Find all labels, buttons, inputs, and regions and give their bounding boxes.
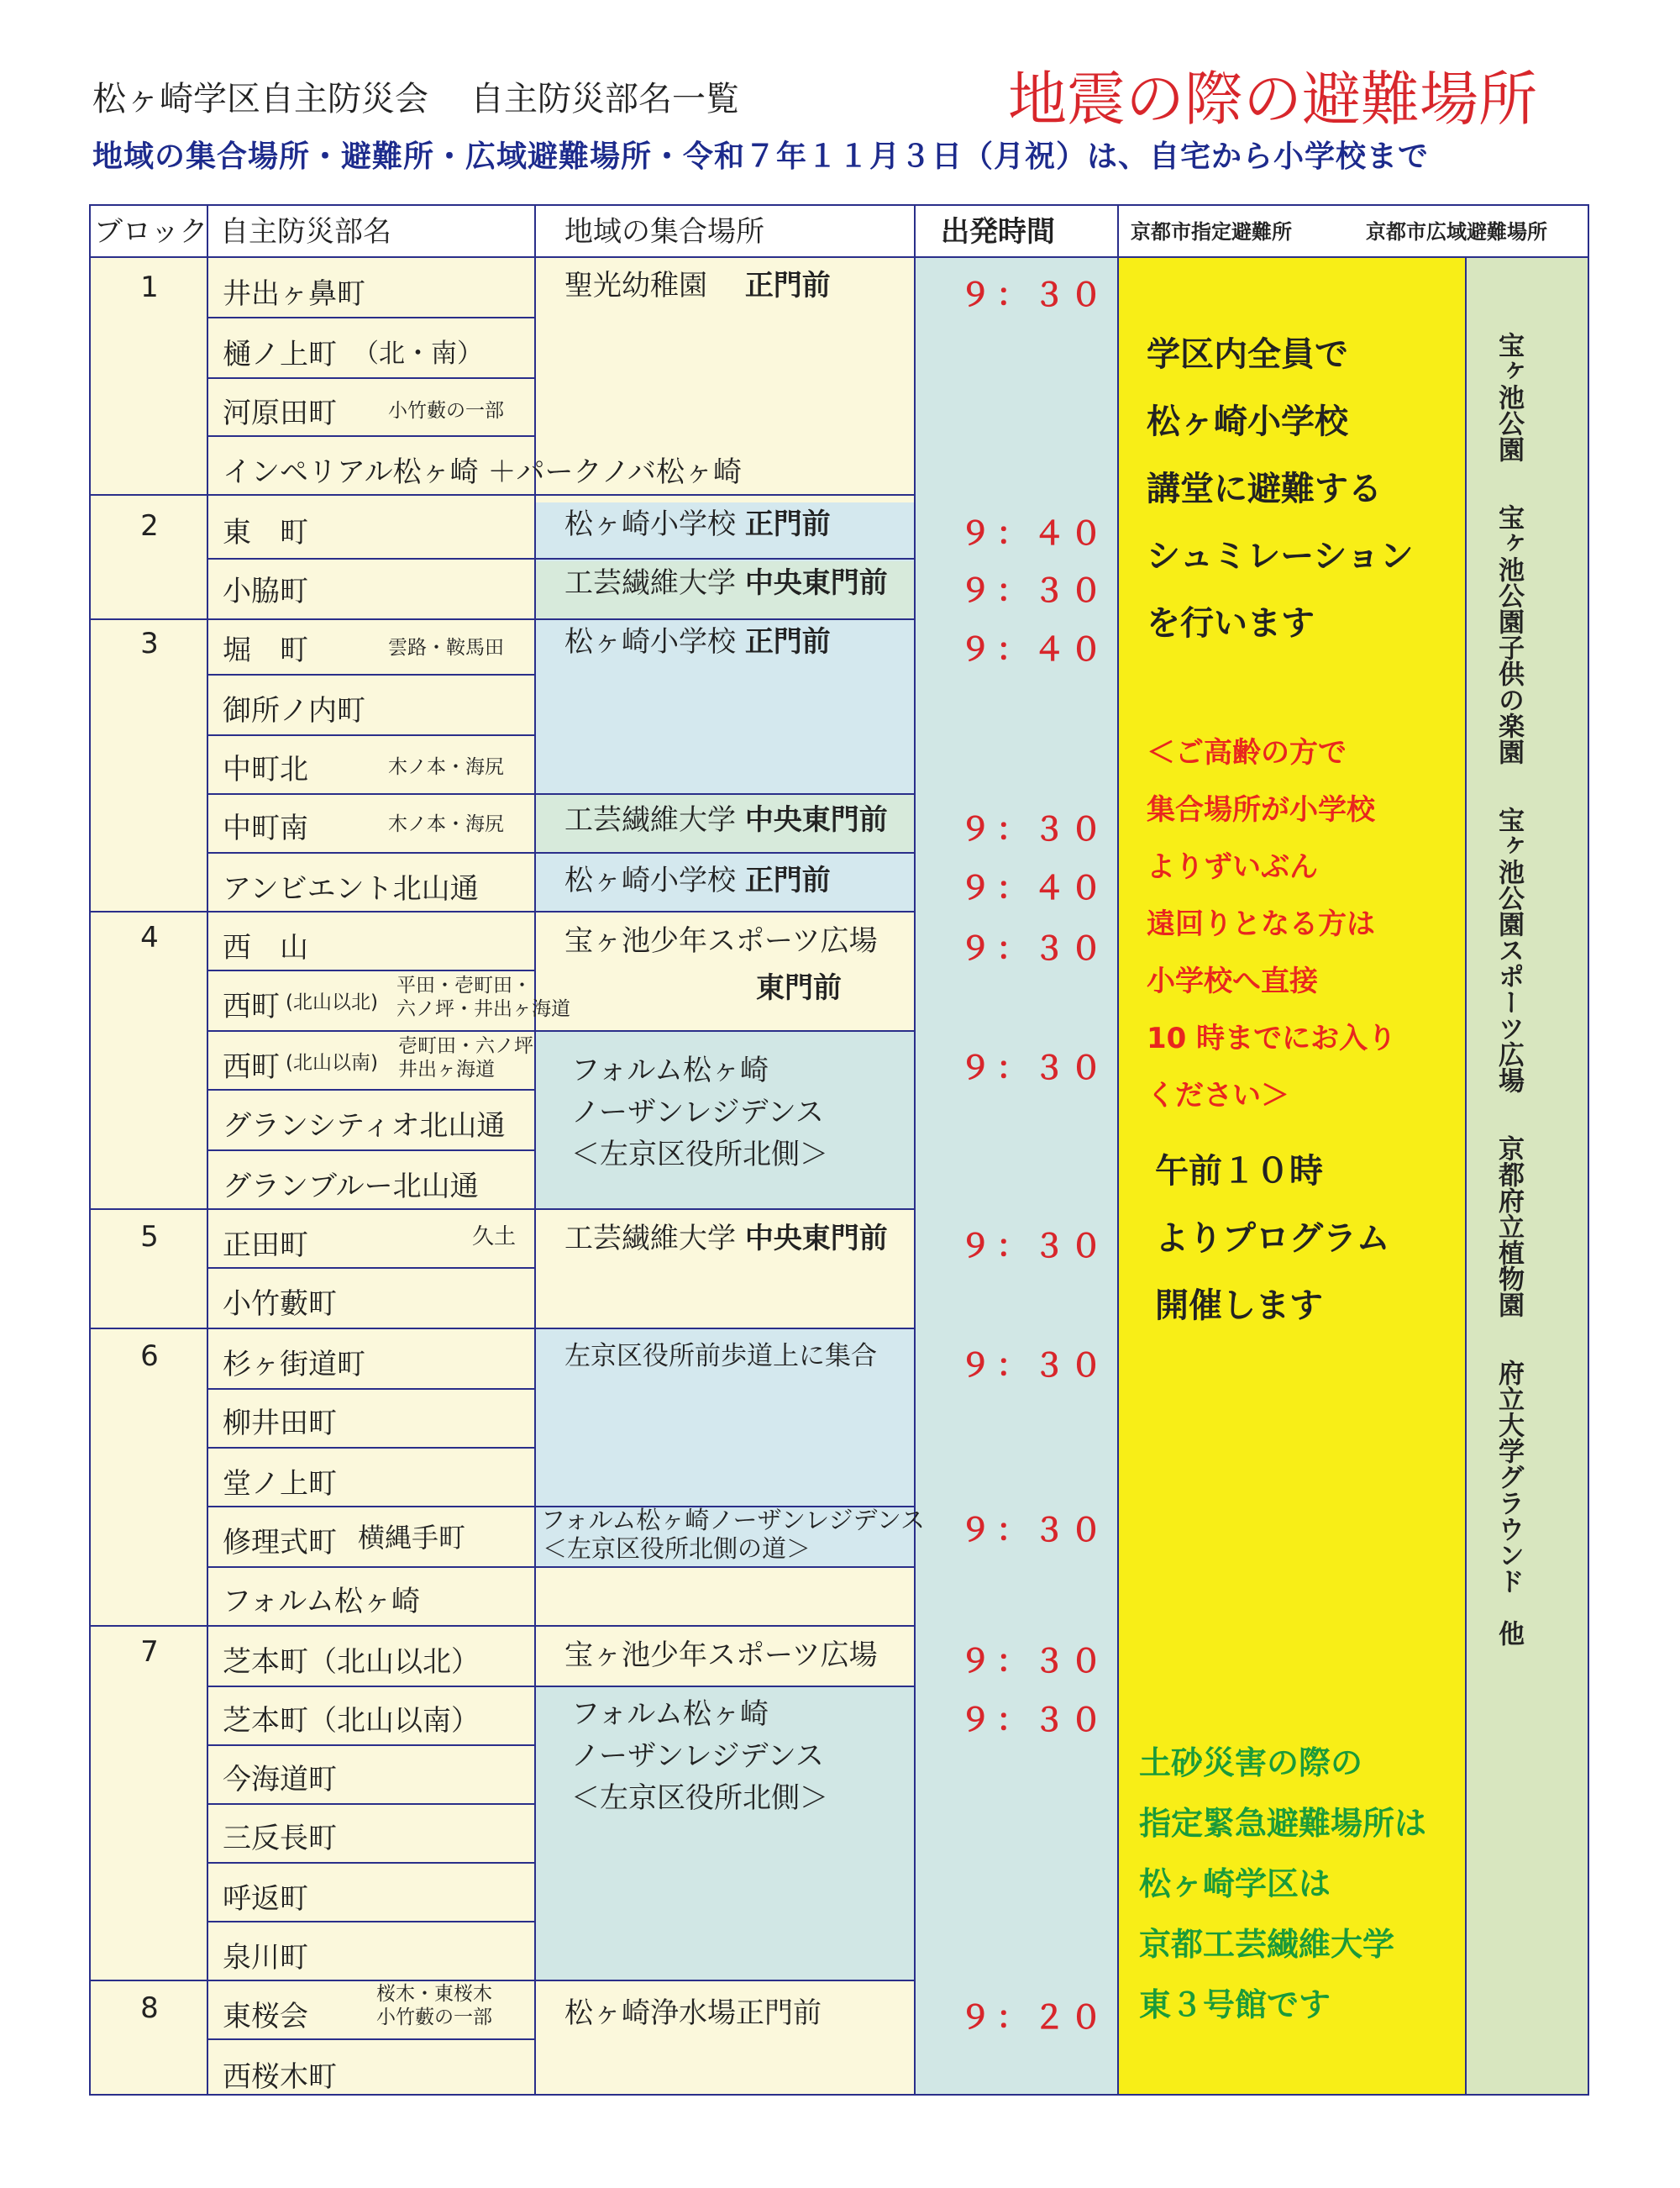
district-name: 西町: [223, 1050, 280, 1084]
district-note: 小竹藪の一部: [388, 400, 504, 422]
elderly-notice-line: よりずいぶん: [1147, 850, 1318, 884]
col-header-wide: 京都市広域避難場所: [1366, 220, 1547, 244]
meeting-place-name: 松ヶ崎小学校: [564, 864, 736, 897]
row-sep: [208, 1030, 536, 1032]
col-header-name: 自主防災部名: [220, 215, 391, 249]
meeting-place: 松ヶ崎浄水場正門前: [564, 1996, 822, 2030]
district-note: 壱町田・六ノ坪: [398, 1035, 533, 1057]
meeting-place: フォルム松ヶ崎ノーザンレジデンス: [541, 1506, 926, 1534]
meeting-gate: 正門前: [744, 625, 831, 659]
landslide-notice-line: 松ヶ崎学区は: [1139, 1865, 1331, 1902]
district-note: 六ノ坪・井出ヶ海道: [396, 998, 570, 1020]
row-sep: [208, 377, 536, 379]
departure-time: ９：３０: [958, 1347, 1107, 1384]
district-name: 三反長町: [223, 1822, 337, 1855]
meeting-place: [564, 266, 831, 307]
program-line: よりプログラム: [1155, 1219, 1390, 1258]
district-name: 杉ヶ街道町: [223, 1348, 365, 1381]
meeting-gate: 正門前: [744, 269, 831, 302]
block-number: 1: [140, 271, 159, 304]
block-number: 2: [140, 509, 159, 543]
district-name: グランシティオ北山通: [223, 1109, 506, 1143]
wide-area-item: 宝ヶ池公園スポーツ広場: [1494, 807, 1524, 1093]
program-line: 午前１０時: [1155, 1152, 1323, 1191]
meeting-sep: [536, 1566, 916, 1568]
district-tag: (北山以南): [286, 1052, 378, 1074]
district-name: 西桜木町: [223, 2060, 337, 2094]
wide-area-item: 府立大学グラウンド 他: [1494, 1360, 1524, 1646]
departure-time: ９：３０: [958, 1643, 1107, 1680]
meeting-place-name: 工芸繊維大学: [564, 803, 736, 837]
row-sep: [208, 558, 536, 560]
block-number: 7: [140, 1635, 159, 1669]
meeting-place-name: 聖光幼稚園: [564, 269, 707, 302]
meeting-sep: [536, 558, 916, 560]
row-sep: [208, 970, 536, 971]
elderly-notice-line: 遠回りとなる方は: [1147, 907, 1375, 941]
meeting-place: ノーザンレジデンス: [571, 1096, 824, 1129]
landslide-notice-line: 東３号館です: [1139, 1986, 1331, 2023]
meeting-gate: 中央東門前: [744, 1222, 888, 1255]
program-line: 開催します: [1155, 1286, 1323, 1325]
district-name: 西 山: [223, 931, 308, 965]
landslide-notice-line: 土砂災害の際の: [1139, 1744, 1363, 1781]
meeting-sep: [536, 1030, 916, 1032]
district-name: 今海道町: [223, 1763, 337, 1796]
meeting-sep: [536, 1686, 916, 1687]
landslide-notice-line: 京都工芸繊維大学: [1139, 1926, 1395, 1963]
title-right: 自主防災部名一覧: [470, 80, 739, 118]
earthquake-title: 地震の際の避難場所: [1008, 65, 1537, 134]
elderly-notice-line: ください＞: [1147, 1079, 1289, 1112]
block-number: 8: [140, 1991, 159, 2025]
block-number: 4: [140, 921, 159, 955]
block-number: 3: [140, 627, 159, 660]
district-note: 雲路・鞍馬田: [388, 637, 504, 659]
district-name: 正田町: [223, 1228, 308, 1262]
sep-b1: [89, 494, 916, 496]
row-sep: [208, 852, 536, 854]
row-sep: [208, 1744, 536, 1746]
notice-line: 学区内全員で: [1147, 335, 1348, 374]
row-sep: [208, 1388, 536, 1390]
meeting-place-name: 工芸繊維大学: [564, 566, 736, 600]
district-name: 柳井田町: [223, 1407, 337, 1440]
district-note: （北・南）: [353, 339, 483, 369]
district-name: 中町南: [223, 812, 308, 845]
wide-area-item: 京都府立植物園: [1494, 1135, 1524, 1318]
row-sep: [208, 2038, 536, 2040]
row-sep: [208, 317, 536, 318]
district-name: 東 町: [223, 516, 308, 550]
meeting-gate: 東門前: [756, 971, 842, 1005]
district-name: 御所ノ内町: [223, 694, 365, 728]
notice-line: シュミレーション: [1147, 537, 1414, 576]
departure-time: ９：３０: [958, 1228, 1107, 1265]
wide-area-item: 宝ヶ池公園: [1494, 332, 1524, 462]
notice-line: 松ヶ崎小学校: [1147, 402, 1348, 441]
meeting-place: フォルム松ヶ崎: [571, 1054, 769, 1087]
departure-time: ９：３０: [958, 276, 1107, 313]
row-sep: [208, 1862, 536, 1864]
row-sep: [208, 1447, 536, 1449]
district-name: 西町: [223, 990, 280, 1023]
district-name: 河原田町: [223, 397, 337, 430]
meeting-place: フォルム松ヶ崎: [571, 1697, 769, 1731]
district-tag: (北山以北): [286, 991, 378, 1013]
meeting-place: ノーザンレジデンス: [571, 1739, 824, 1773]
district-note: 井出ヶ海道: [398, 1059, 495, 1081]
meeting-place: [564, 622, 831, 663]
col-header-time: 出発時間: [941, 215, 1055, 249]
district-name: 堂ノ上町: [223, 1467, 337, 1501]
sep-b7: [89, 1980, 916, 1981]
district-note: 小竹藪の一部: [376, 2007, 492, 2028]
district-name: 修理式町: [223, 1526, 337, 1559]
meeting-place: [564, 563, 888, 604]
meeting-place: [564, 1218, 888, 1260]
elderly-notice-line: 集合場所が小学校: [1147, 793, 1375, 827]
district-name: 小竹藪町: [223, 1287, 337, 1321]
landslide-notice-line: 指定緊急避難場所は: [1139, 1805, 1427, 1842]
district-name: 呼返町: [223, 1882, 308, 1916]
divider-designated: [1465, 258, 1467, 2096]
district-note: 久土: [472, 1224, 517, 1249]
departure-time: ９：３０: [958, 1701, 1107, 1738]
row-sep: [208, 1921, 536, 1922]
row-sep: [208, 1149, 536, 1151]
row-sep: [208, 734, 536, 736]
row-sep: [208, 1506, 536, 1507]
row-sep: [208, 674, 536, 676]
district-name: フォルム松ヶ崎: [223, 1585, 420, 1618]
district-name: 芝本町（北山以北）: [223, 1645, 480, 1679]
wide-col-bg: [1467, 258, 1588, 2096]
sep-b5: [89, 1328, 916, 1329]
district-name: 芝本町（北山以南）: [223, 1704, 480, 1738]
elderly-notice-line: ＜ご高齢の方で: [1147, 736, 1347, 770]
wide-area-list: [1494, 332, 1524, 1688]
meeting-place-name: 工芸繊維大学: [564, 1222, 736, 1255]
col-header-designated: 京都市指定避難所: [1131, 220, 1292, 244]
row-sep: [208, 1803, 536, 1805]
page-title: [92, 72, 781, 120]
meeting-place-name: 松ヶ崎小学校: [564, 508, 736, 541]
meeting-place: [564, 860, 831, 902]
sep-b2: [89, 618, 916, 620]
district-name: グランブルー北山通: [223, 1170, 479, 1203]
departure-time: ９：３０: [958, 1512, 1107, 1549]
elderly-notice-line: 10 時までにお入り: [1147, 1022, 1397, 1055]
col-header-meeting: 地域の集合場所: [564, 215, 764, 249]
district-name: 中町北: [223, 753, 308, 786]
meeting-gate: 中央東門前: [744, 803, 888, 837]
departure-time: ９：３０: [958, 572, 1107, 609]
wide-area-item: 宝ヶ池公園子供の楽園: [1494, 504, 1524, 765]
meeting-place-name: 松ヶ崎小学校: [564, 625, 736, 659]
row-sep: [208, 793, 536, 795]
meeting-place: [564, 504, 831, 545]
row-sep: [208, 1686, 536, 1687]
col-header-block: ブロック: [94, 215, 208, 249]
meeting-place: 宝ヶ池少年スポーツ広場: [564, 1638, 878, 1672]
meeting-gate: 中央東門前: [744, 566, 888, 600]
subtitle: 地域の集合場所・避難所・広域避難場所・令和７年１１月３日（月祝）は、自宅から小学校まで: [92, 139, 1430, 174]
district-note: 横縄手町: [358, 1522, 466, 1554]
notice-line: を行います: [1147, 604, 1315, 643]
district-name: 小脇町: [223, 575, 308, 608]
meeting-place: [564, 800, 888, 841]
meeting-place: 宝ヶ池少年スポーツ広場: [564, 924, 878, 958]
district-name: 泉川町: [223, 1941, 308, 1975]
meeting-place: 左京区役所前歩道上に集合: [564, 1341, 877, 1371]
sep-b4: [89, 1208, 916, 1210]
row-sep: [208, 1089, 536, 1091]
meeting-place: ＜左京区役所北側＞: [571, 1138, 828, 1171]
district-name: アンビエント北山通: [223, 872, 479, 906]
meeting-place: ＜左京区役所北側の道＞: [543, 1534, 811, 1563]
district-name: 堀 町: [223, 634, 308, 667]
block-number: 6: [140, 1339, 159, 1373]
elderly-notice-line: 小学校へ直接: [1147, 965, 1318, 998]
row-sep: [208, 1566, 536, 1568]
meeting-gate: 正門前: [744, 508, 831, 541]
district-note: 平田・壱町田・: [396, 975, 532, 997]
divider-time: [1117, 204, 1119, 2096]
sep-b6: [89, 1625, 916, 1627]
departure-time: ９：４０: [958, 515, 1107, 552]
district-name: 井出ヶ鼻町: [223, 277, 365, 311]
meeting-sep: [536, 852, 916, 854]
district-name: 東桜会: [223, 2000, 308, 2033]
divider-meeting: [914, 204, 916, 2096]
district-name: 樋ノ上町: [223, 338, 337, 371]
district-note: 木ノ本・海尻: [388, 813, 504, 835]
departure-time: ９：３０: [958, 1049, 1107, 1086]
district-note: 桜木・東桜木: [376, 1983, 492, 2005]
block-number: 5: [140, 1220, 159, 1254]
row-sep: [208, 1267, 536, 1269]
border-left: [89, 204, 91, 2096]
district-note: 木ノ本・海尻: [388, 756, 504, 778]
meeting-sep: [536, 793, 916, 795]
departure-time: ９：４０: [958, 631, 1107, 668]
row-sep: [208, 435, 536, 437]
sep-b3: [89, 911, 916, 913]
title-left: 松ヶ崎学区自主防災会: [92, 80, 428, 118]
departure-time: ９：３０: [958, 930, 1107, 967]
departure-time: ９：３０: [958, 811, 1107, 848]
notice-line: 講堂に避難する: [1147, 470, 1382, 508]
district-name: インペリアル松ヶ崎 ＋パークノバ松ヶ崎: [223, 455, 743, 489]
meeting-gate: 正門前: [744, 864, 831, 897]
departure-time: ９：２０: [958, 1999, 1107, 2036]
departure-time: ９：４０: [958, 870, 1107, 907]
border-right: [1588, 204, 1589, 2096]
meeting-place: ＜左京区役所北側＞: [571, 1781, 828, 1815]
